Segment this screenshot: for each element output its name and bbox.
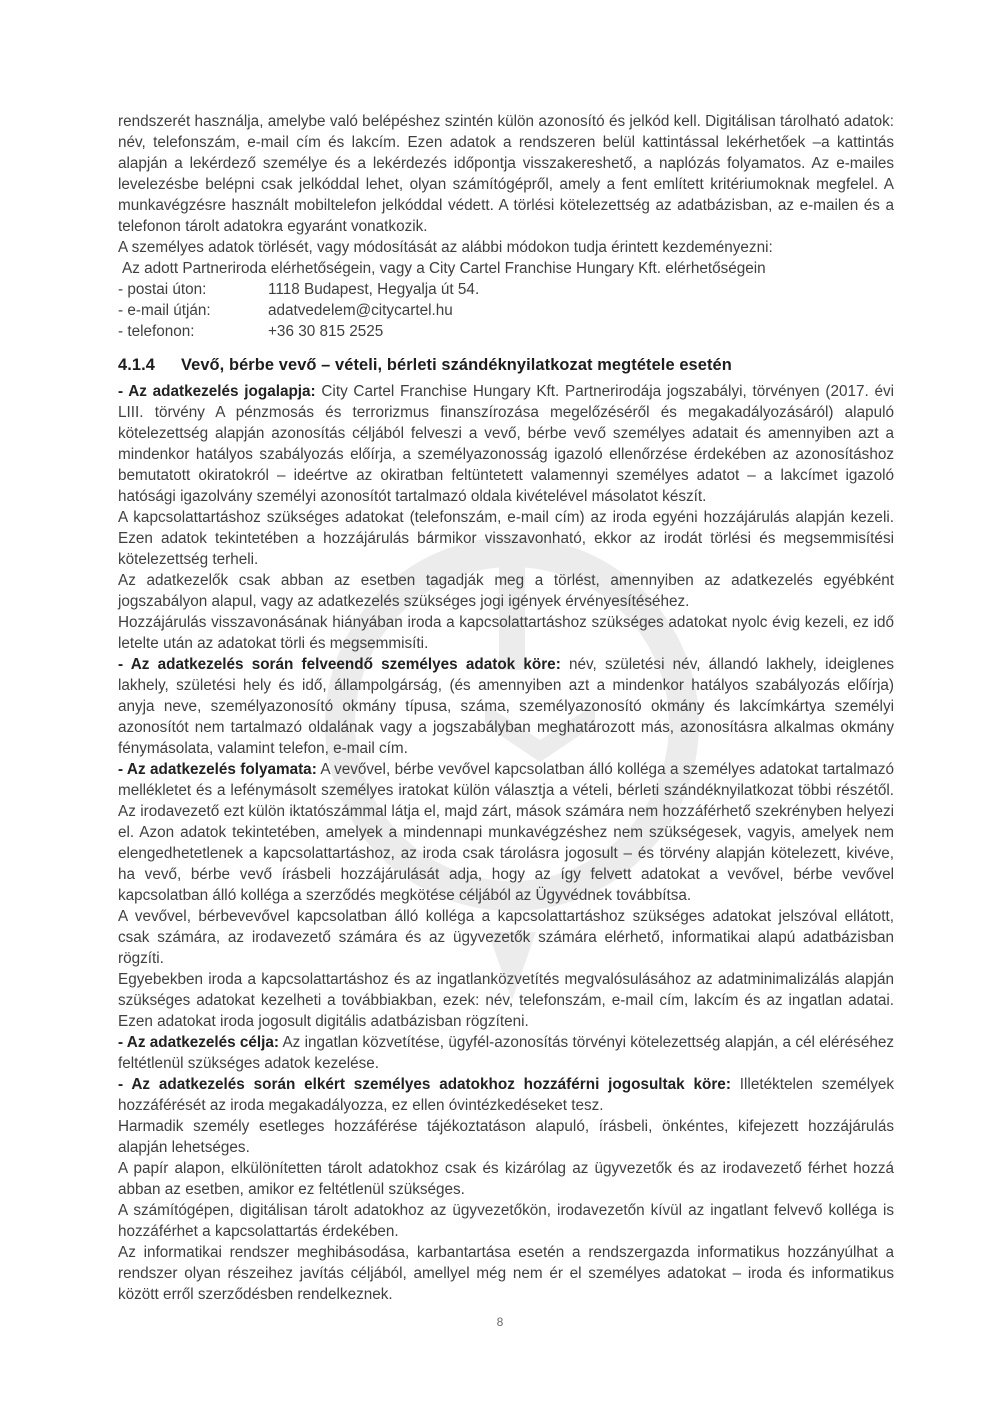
paragraph-text: A vevővel, bérbevevővel kapcsolatban álló kolléga a kapcsolattartáshoz szükséges adatokat jelszóval ellátott, csak számára, az irodavezető számára és az ügyvezetők számára elérhető, informatikai alapú adatbázisban rögzíti.	[118, 908, 894, 967]
paragraph-lead: - Az adatkezelés során felveendő személyes adatok köre:	[118, 656, 561, 673]
paragraph: Az adott Partneriroda elérhetőségein, vagy a City Cartel Franchise Hungary Kft. elérhetőségein	[122, 260, 766, 277]
paragraph-lead: - Az adatkezelés során elkért személyes adatokhoz hozzáférni jogosultak köre:	[118, 1076, 731, 1093]
contact-value: 1118 Budapest, Hegyalja út 54.	[268, 281, 480, 298]
paragraph	[118, 1200, 894, 1242]
contact-row-email	[118, 300, 894, 321]
contact-label: - postai úton:	[118, 281, 207, 298]
paragraph: A személyes adatok törlését, vagy módosítását az alábbi módokon tudja érintett kezdeményezni:	[118, 239, 773, 256]
contact-value: +36 30 815 2525	[268, 323, 384, 340]
page-content	[118, 111, 894, 1305]
paragraph-lead: - Az adatkezelés folyamata:	[118, 761, 317, 778]
paragraph-lead: - Az adatkezelés jogalapja:	[118, 383, 316, 400]
paragraph	[118, 612, 894, 654]
paragraph	[118, 1158, 894, 1200]
contact-row-phone	[118, 321, 894, 342]
paragraph: rendszerét használja, amelybe való belépéshez szintén külön azonosító és jelkód kell. Digitálisan tárolható adatok: név, telefonszám, e-mail cím és lakcím. Ezen adatok a rendszeren belül kattintással lekérhetőek –a kattintás alapján a lekérdező személye és a lekérdezés időpontja visszakereshető, a naplózás folyamatos. Az e-mailes levelezésbe belépni csak jelkóddal lehet, olyan számítógépről, amely a fent említett kritériumoknak megfelel. A munkavégzésre használt mobiltelefon jelkóddal védett. A törlési kötelezettség az adatbázisban, az e-mailen és a telefonon tárolt adatokra egyaránt vonatkozik.	[118, 113, 894, 235]
paragraph	[118, 570, 894, 612]
paragraph-text: Harmadik személy esetleges hozzáférése tájékoztatáson alapuló, írásbeli, önkéntes, kifejezett hozzájárulás alapján lehetséges.	[118, 1118, 894, 1156]
paragraph	[118, 906, 894, 969]
page-number: 8	[496, 1315, 504, 1329]
paragraph-text: Az informatikai rendszer meghibásodása, karbantartása esetén a rendszergazda informatikus hozzányúlhat a rendszer olyan részeihez javítás céljából, amellyel még nem ér el személyes adatokat – iroda és informatikus között erről szerződésben rendelkeznek.	[118, 1244, 894, 1303]
section-title: Vevő, bérbe vevő – vételi, bérleti szándéknyilatkozat megtétele esetén	[181, 356, 732, 374]
paragraph	[118, 1032, 894, 1074]
paragraph	[118, 381, 894, 507]
paragraph	[118, 507, 894, 570]
paragraph-text: A kapcsolattartáshoz szükséges adatokat (telefonszám, e-mail cím) az iroda egyéni hozzájárulás alapján kezeli. Ezen adatok tekintetében a hozzájárulás bármikor visszavonható, ekkor az irodát törlési és megsemmisítési kötelezettség terheli.	[118, 509, 894, 568]
paragraph-text: Hozzájárulás visszavonásának hiányában iroda a kapcsolattartáshoz szükséges adatokat nyolc évig kezeli, ez idő letelte után az adatokat törli és megsemmisíti.	[118, 614, 894, 652]
paragraph	[118, 1116, 894, 1158]
paragraph-text: Egyebekben iroda a kapcsolattartáshoz és az ingatlanközvetítés megvalósulásához az adatminimalizálás alapján szükséges adatokat kezelheti a továbbiakban, ezek: név, telefonszám, e-mail cím, lakcím és az ingatlan adatai. Ezen adatokat iroda jogosult digitális adatbázisban rögzíteni.	[118, 971, 894, 1030]
contact-row-postal	[118, 279, 894, 300]
paragraph-lead: - Az adatkezelés célja:	[118, 1034, 280, 1051]
paragraph-text: A számítógépen, digitálisan tárolt adatokhoz az ügyvezetőkön, irodavezetőn kívül az ingatlant felvevő kolléga is hozzáférhet a kapcsolattartás érdekében.	[118, 1202, 894, 1240]
paragraph-text: Illetéktelen személyek hozzáférését az iroda megakadályozza, ez ellen óvintézkedéseket tesz.	[118, 1076, 894, 1114]
paragraph	[118, 969, 894, 1032]
contact-label: - telefonon:	[118, 323, 195, 340]
section-number: 4.1.4	[118, 356, 155, 374]
paragraph-text: Az adatkezelők csak abban az esetben tagadják meg a törlést, amennyiben az adatkezelés egyébként jogszabályon alapul, vagy az adatkezelés szükséges jogi igények érvényesítéséhez.	[118, 572, 894, 610]
contact-value: adatvedelem@citycartel.hu	[268, 302, 453, 319]
paragraph-text: City Cartel Franchise Hungary Kft. Partnerirodája jogszabályi, törvényen (2017. évi LIII. törvény A pénzmosás és terrorizmus finanszírozása megelőzéséről és megakadályozásáról) alapuló kötelezettség alapján azonosítás céljából felveszi a vevő, bérbe vevő személyes adatait és amennyiben azt a mindenkor hatályos szabályozás előírja, a személyazonosság igazoló ellenőrzése érdekében az azonosításhoz bemutatott okiratokról – ideértve az okiratban feltüntetett valamennyi személyes adatot – a lakcímet igazoló hatósági igazolvány személyi azonosítót tartalmazó oldala kivételével másolatot készít.	[118, 383, 894, 505]
paragraph	[118, 1242, 894, 1305]
paragraph	[118, 1074, 894, 1116]
contact-label: - e-mail útján:	[118, 302, 211, 319]
paragraph-text: Az ingatlan közvetítése, ügyfél-azonosítás törvényi kötelezettség alapján, a cél eléréséhez feltétlenül szükséges adatok kezelése.	[118, 1034, 894, 1072]
paragraph	[118, 654, 894, 759]
paragraph	[118, 759, 894, 906]
paragraph-text: A papír alapon, elkülönítetten tárolt adatokhoz csak és kizárólag az ügyvezetők és az irodavezető férhet hozzá abban az esetben, amikor ez feltétlenül szükséges.	[118, 1160, 894, 1198]
paragraph-text: A vevővel, bérbe vevővel kapcsolatban álló kolléga a személyes adatokat tartalmazó mellékletet és a lefénymásolt személyes iratokat külön választja a vételi, bérleti szándéknyilatkozat többi részétől. Az irodavezető ezt külön iktatószámmal látja el, majd zárt, mások számára nem hozzáférhető szekrényben helyezi el. Azon adatok tekintetében, amelyek a mindennapi munkavégzéshez nem szükségesek, vagyis, amelyek nem elengedhetetlenek a kapcsolattartáshoz, az iroda csak tárolásra jogosult – és törvény alapján kötelezett, kivéve, ha vevő, bérbe vevő írásbeli hozzájárulását adja, hogy az így felvett adatokat a vevővel, bérbe vevővel kapcsolatban álló kolléga a szerződés megkötése céljából az Ügyvédnek továbbítsa.	[118, 761, 894, 904]
section-heading	[118, 353, 894, 377]
paragraph-text: név, születési név, állandó lakhely, ideiglenes lakhely, születési hely és idő, állampolgárság, (és amennyiben azt a mindenkor hatályos szabályozás előírja) anyja neve, személyazonosító okmány típusa, száma, személyazonosító okmány és lakcímkártya személyi azonosítót nem tartalmazó oldalának vagy a jogszabályban meghatározott más, azonosításra alkalmas okmány fénymásolata, valamint telefon, e-mail cím.	[118, 656, 894, 757]
